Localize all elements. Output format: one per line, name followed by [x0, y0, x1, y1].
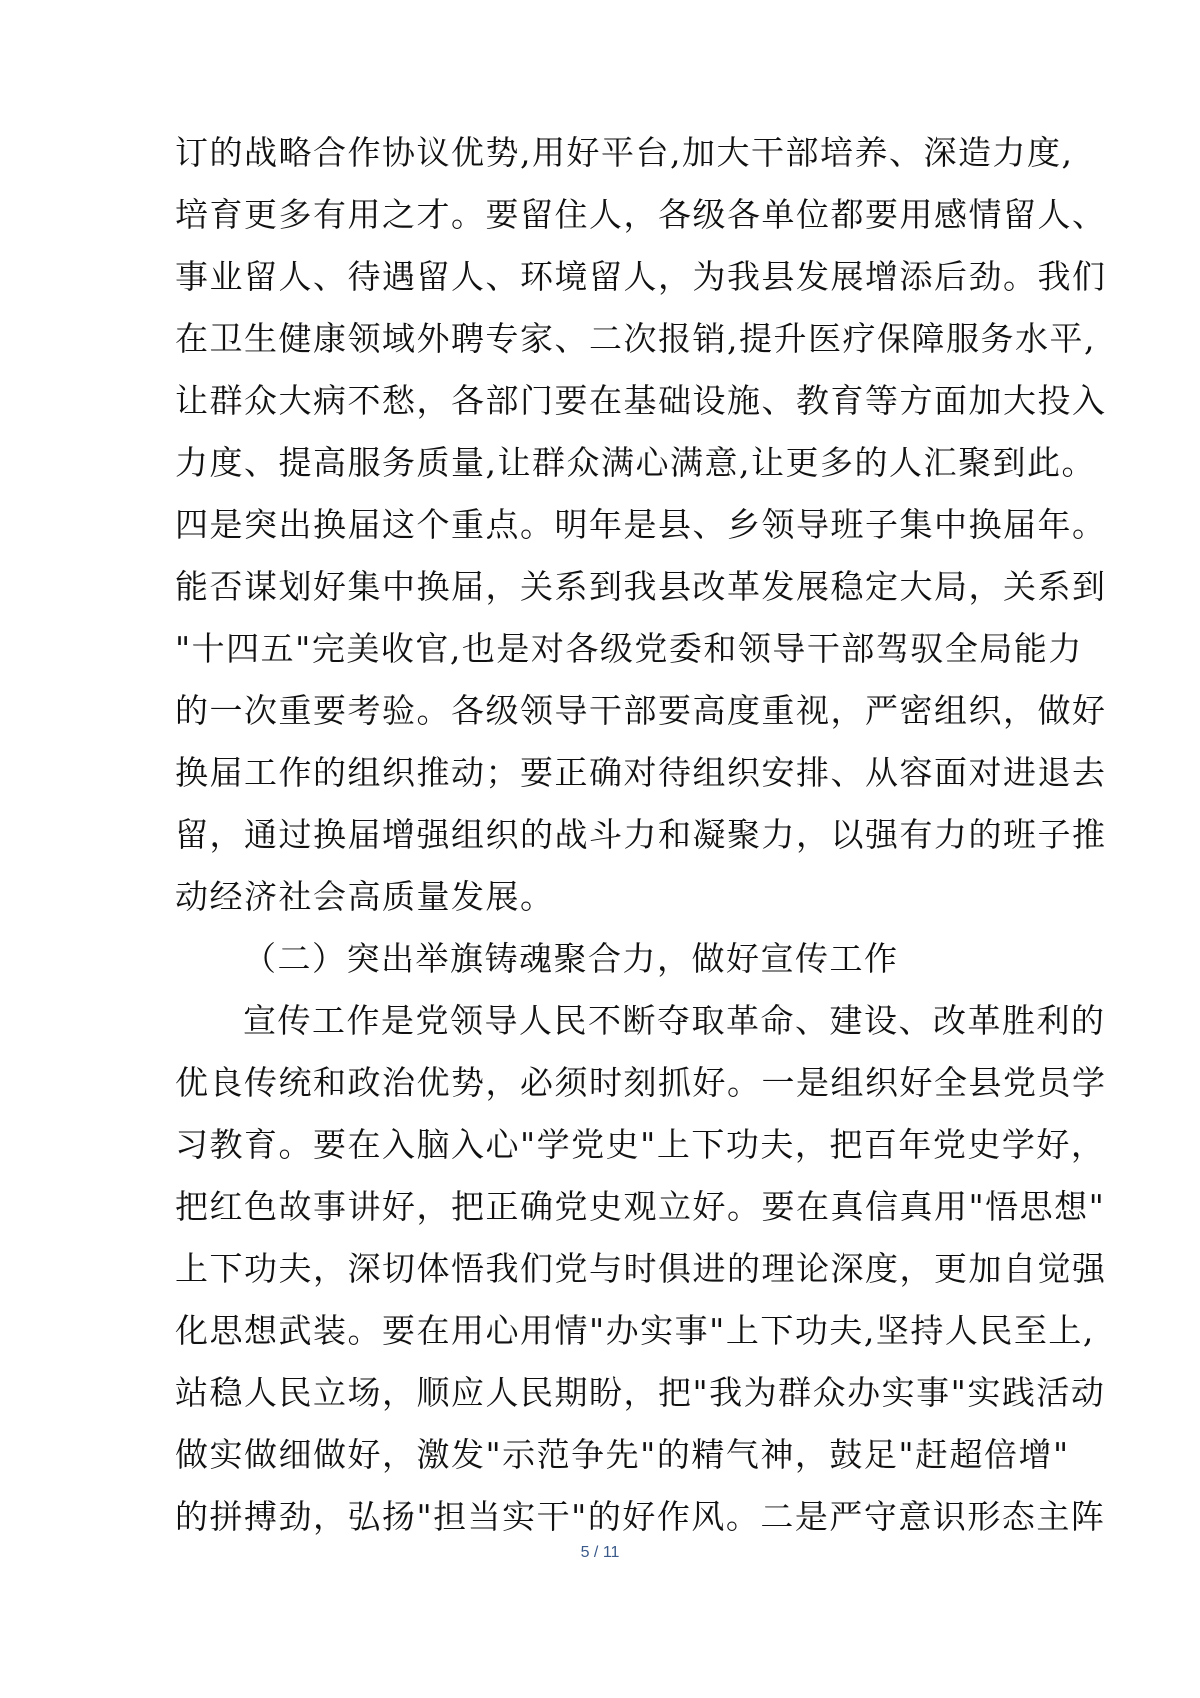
text-line: 力度、提高服务质量,让群众满心满意,让更多的人汇聚到此。 — [175, 443, 1096, 482]
text-line: 事业留人、待遇留人、环境留人，为我县发展增添后劲。我们 — [175, 257, 1107, 296]
text-line: "十四五"完美收官,也是对各级党委和领导干部驾驭全局能力 — [175, 629, 1083, 668]
text-line: 化思想武装。要在用心用情"办实事"上下功夫,坚持人民至上, — [175, 1311, 1095, 1350]
page-number: 5 / 11 — [580, 1544, 620, 1561]
text-line: 优良传统和政治优势，必须时刻抓好。一是组织好全县党员学 — [175, 1063, 1107, 1102]
text-line: 换届工作的组织推动；要正确对待组织安排、从容面对进退去 — [175, 753, 1107, 792]
text-line: 订的战略合作协议优势,用好平台,加大干部培养、深造力度, — [175, 133, 1074, 172]
text-line: 动经济社会高质量发展。 — [175, 877, 555, 916]
text-line: 培育更多有用之才。要留住人，各级各单位都要用感情留人、 — [175, 195, 1107, 234]
text-line: 留，通过换届增强组织的战斗力和凝聚力，以强有力的班子推 — [175, 815, 1107, 854]
document-body — [175, 122, 1107, 1548]
text-line: 在卫生健康领域外聘专家、二次报销,提升医疗保障服务水平, — [175, 319, 1096, 358]
text-line: 习教育。要在入脑入心"学党史"上下功夫，把百年党史学好， — [175, 1125, 1106, 1164]
text-line: 站稳人民立场，顺应人民期盼，把"我为群众办实事"实践活动 — [175, 1373, 1106, 1412]
section-heading: （二）突出举旗铸魂聚合力，做好宣传工作 — [243, 939, 899, 978]
paragraph-first-line: 宣传工作是党领导人民不断夺取革命、建设、改革胜利的 — [243, 1001, 1106, 1040]
text-line: 做实做细做好，激发"示范争先"的精气神，鼓足"赶超倍增" — [175, 1435, 1070, 1474]
text-line: 让群众大病不愁，各部门要在基础设施、教育等方面加大投入 — [175, 381, 1107, 420]
text-line: 的拼搏劲，弘扬"担当实干"的好作风。二是严守意识形态主阵 — [175, 1497, 1106, 1536]
text-line: 四是突出换届这个重点。明年是县、乡领导班子集中换届年。 — [175, 505, 1107, 544]
text-line: 能否谋划好集中换届，关系到我县改革发展稳定大局，关系到 — [175, 567, 1107, 606]
text-line: 的一次重要考验。各级领导干部要高度重视，严密组织，做好 — [175, 691, 1107, 730]
text-line: 把红色故事讲好，把正确党史观立好。要在真信真用"悟思想" — [175, 1187, 1106, 1226]
text-line: 上下功夫，深切体悟我们党与时俱进的理论深度，更加自觉强 — [175, 1249, 1107, 1288]
